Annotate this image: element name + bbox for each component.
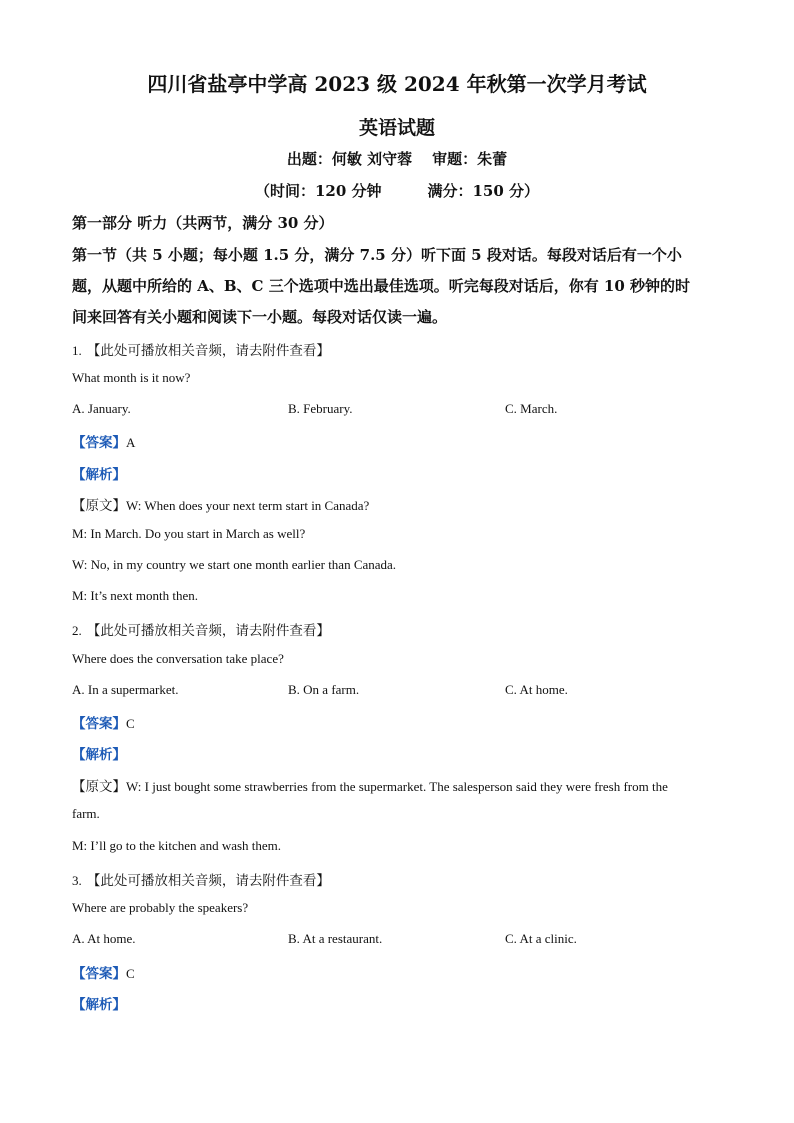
exam-title: 四川省盐亭中学高 2023 级 2024 年秋第一次学月考试 <box>147 72 647 96</box>
authors-line <box>0 148 794 169</box>
answer-value: C <box>126 966 135 981</box>
time-score-line <box>0 180 794 201</box>
option-b: B. At a restaurant. <box>288 931 383 946</box>
option-c: C. March. <box>505 401 558 416</box>
analysis-label: 【解析】 <box>72 997 126 1013</box>
original-label: 【原文】 <box>72 498 126 514</box>
analysis-label: 【解析】 <box>72 467 126 483</box>
answer-label: 【答案】 <box>72 435 126 451</box>
transcript-line: farm. <box>72 806 100 821</box>
answer-line <box>72 712 732 732</box>
option-b: B. On a farm. <box>288 682 360 697</box>
answer-label: 【答案】 <box>72 966 126 982</box>
transcript-line: M: In March. Do you start in March as well? <box>72 526 306 541</box>
answer-line <box>72 431 732 451</box>
analysis-line <box>72 993 732 1013</box>
section-instructions-line-2: 题，从题中所给的 A、B、C 三个选项中选出最佳选项。听完每段对话后，你有 10 秒钟的时 <box>72 277 691 295</box>
option-c: C. At home. <box>505 682 568 697</box>
option-a: A. In a supermarket. <box>72 682 179 697</box>
analysis-label: 【解析】 <box>72 747 126 763</box>
option-a: A. At home. <box>72 931 136 946</box>
transcript-line: M: I’ll go to the kitchen and wash them. <box>72 838 282 853</box>
question-number: 3. <box>72 873 82 888</box>
answer-label: 【答案】 <box>72 716 126 732</box>
answer-line <box>72 962 732 982</box>
section-instructions-line-3: 间来回答有关小题和阅读下一小题。每段对话仅读一遍。 <box>72 308 448 326</box>
question-2-header <box>72 619 732 639</box>
transcript-line <box>72 494 732 514</box>
transcript-line <box>72 775 732 795</box>
answer-value: A <box>126 435 136 450</box>
question-number: 2. <box>72 623 82 638</box>
question-1-header <box>72 339 732 359</box>
question-3-text: Where are probably the speakers? <box>72 900 249 915</box>
reviewer-name: 审题：朱蕾 <box>432 150 508 168</box>
setter-names: 出题：何敏 刘守蓉 <box>286 150 413 168</box>
subject-title: 英语试题 <box>358 117 435 139</box>
transcript-line: W: No, in my country we start one month earlier than Canada. <box>72 557 397 572</box>
exam-time: （时间：120 分钟 <box>254 182 382 200</box>
analysis-line <box>72 743 732 763</box>
transcript-text: W: When does your next term start in Canada? <box>126 498 370 513</box>
option-a: A. January. <box>72 401 131 416</box>
answer-value: C <box>126 716 135 731</box>
option-c: C. At a clinic. <box>505 931 577 946</box>
analysis-line <box>72 463 732 483</box>
audio-note: 【此处可播放相关音频，请去附件查看】 <box>86 623 330 639</box>
question-3-header <box>72 869 732 889</box>
full-score: 满分：150 分） <box>427 182 540 200</box>
transcript-line: M: It’s next month then. <box>72 588 199 603</box>
original-label: 【原文】 <box>72 779 126 795</box>
audio-note: 【此处可播放相关音频，请去附件查看】 <box>86 873 330 889</box>
audio-note: 【此处可播放相关音频，请去附件查看】 <box>86 343 330 359</box>
option-b: B. February. <box>288 401 353 416</box>
question-2-text: Where does the conversation take place? <box>72 651 284 666</box>
part-heading: 第一部分 听力（共两节，满分 30 分） <box>72 214 334 232</box>
question-1-text: What month is it now? <box>72 370 191 385</box>
transcript-text: W: I just bought some strawberries from the supermarket. The salesperson said they were fresh from the <box>126 779 668 794</box>
section-instructions-line-1: 第一节（共 5 小题；每小题 1.5 分，满分 7.5 分）听下面 5 段对话。每段对话后有一个小 <box>72 246 682 264</box>
question-number: 1. <box>72 343 82 358</box>
